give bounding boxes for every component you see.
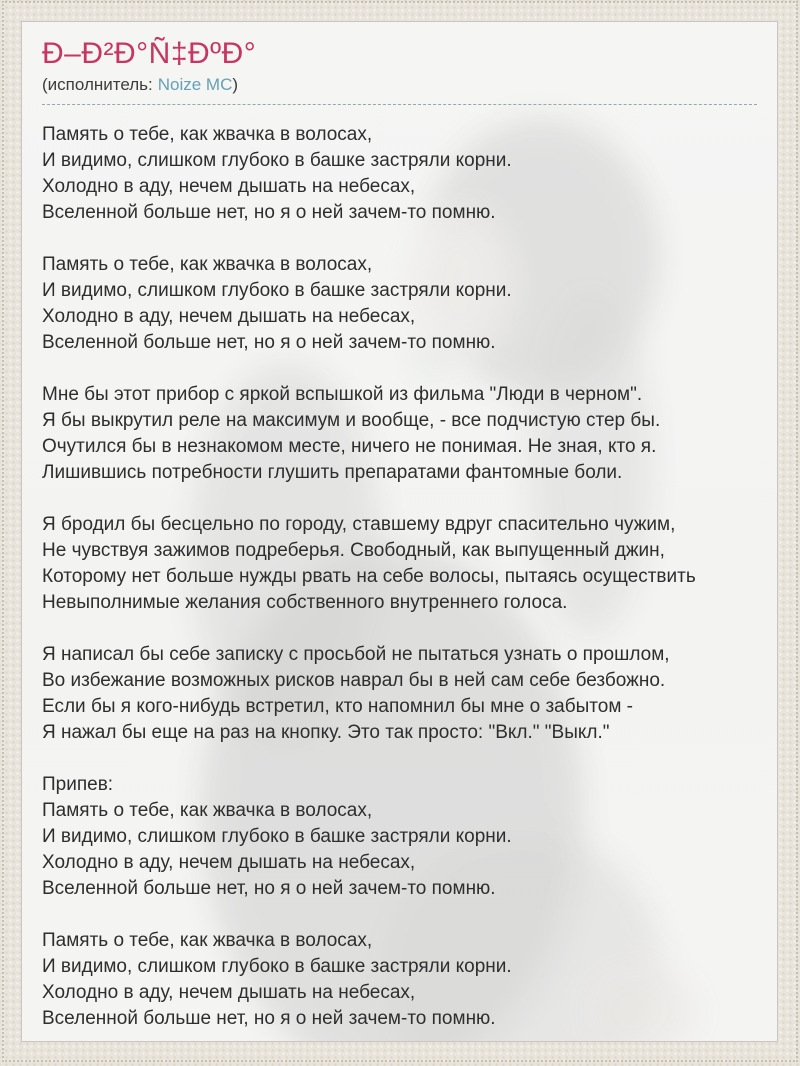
artist-label: (исполнитель:: [42, 75, 153, 94]
lyrics-line: И видимо, слишком глубоко в башке застряли корни.: [42, 956, 512, 977]
lyrics-panel: [21, 21, 778, 1042]
lyrics-line: Во избежание возможных рисков наврал бы в ней сам себе безбожно.: [42, 670, 666, 691]
lyrics-line: Вселенной больше нет, но я о ней зачем-то помню.: [42, 878, 496, 899]
lyrics-line: Я бы выкрутил реле на максимум и вообще, - все подчистую стер бы.: [42, 410, 661, 431]
lyrics-line: Холодно в аду, нечем дышать на небесах,: [42, 982, 416, 1003]
lyrics-line: Я бродил бы бесцельно по городу, ставшему вдруг спасительно чужим,: [42, 514, 676, 535]
lyrics-stanza: [42, 512, 757, 616]
lyrics-line: Я написал бы себе записку с просьбой не пытаться узнать о прошлом,: [42, 644, 670, 665]
lyrics-line: Вселенной больше нет, но я о ней зачем-то помню.: [42, 202, 496, 223]
lyrics-line: Не чувствуя зажимов подреберья. Свободный, как выпущенный джин,: [42, 540, 665, 561]
lyrics-line: Если бы я кого-нибудь встретил, кто напомнил бы мне о забытом -: [42, 696, 633, 717]
lyrics-line: Память о тебе, как жвачка в волосах,: [42, 254, 373, 275]
lyrics-line: Невыполнимые желания собственного внутреннего голоса.: [42, 592, 568, 613]
lyrics-stanza: [42, 252, 757, 356]
artist-link[interactable]: Noize MC: [157, 75, 233, 94]
lyrics-line: Вселенной больше нет, но я о ней зачем-то помню.: [42, 1008, 496, 1029]
lyrics-line: И видимо, слишком глубоко в башке застряли корни.: [42, 826, 512, 847]
lyrics-line: Вселенной больше нет, но я о ней зачем-то помню.: [42, 332, 496, 353]
lyrics-line: Холодно в аду, нечем дышать на небесах,: [42, 852, 416, 873]
lyrics-line: Память о тебе, как жвачка в волосах,: [42, 930, 373, 951]
lyrics-line: Которому нет больше нужды рвать на себе волосы, пытаясь осуществить: [42, 566, 696, 587]
lyrics-line: Память о тебе, как жвачка в волосах,: [42, 124, 373, 145]
lyrics: [42, 122, 757, 1032]
lyrics-line: Мне бы этот прибор с яркой вспышкой из фильма "Люди в черном".: [42, 384, 643, 405]
artist-line: [42, 75, 757, 105]
content-area: [22, 22, 777, 1032]
song-title: Ð–Ð²Ð°Ñ‡ÐºÐ°: [42, 37, 257, 70]
lyrics-stanza: [42, 772, 757, 902]
lyrics-line: Очутился бы в незнакомом месте, ничего не понимая. Не зная, кто я.: [42, 436, 657, 457]
lyrics-line: Лишившись потребности глушить препаратами фантомные боли.: [42, 462, 623, 483]
lyrics-stanza: [42, 122, 757, 226]
lyrics-stanza: [42, 642, 757, 746]
artist-label-suffix: ): [232, 75, 239, 94]
lyrics-stanza: [42, 928, 757, 1032]
lyrics-line: Я нажал бы еще на раз на кнопку. Это так просто: "Вкл." "Выкл.": [42, 722, 610, 743]
lyrics-line: И видимо, слишком глубоко в башке застряли корни.: [42, 280, 512, 301]
lyrics-line: Припев:: [42, 774, 114, 795]
lyrics-line: Холодно в аду, нечем дышать на небесах,: [42, 176, 416, 197]
lyrics-line: И видимо, слишком глубоко в башке застряли корни.: [42, 150, 512, 171]
lyrics-line: Память о тебе, как жвачка в волосах,: [42, 800, 373, 821]
lyrics-stanza: [42, 382, 757, 486]
lyrics-line: Холодно в аду, нечем дышать на небесах,: [42, 306, 416, 327]
